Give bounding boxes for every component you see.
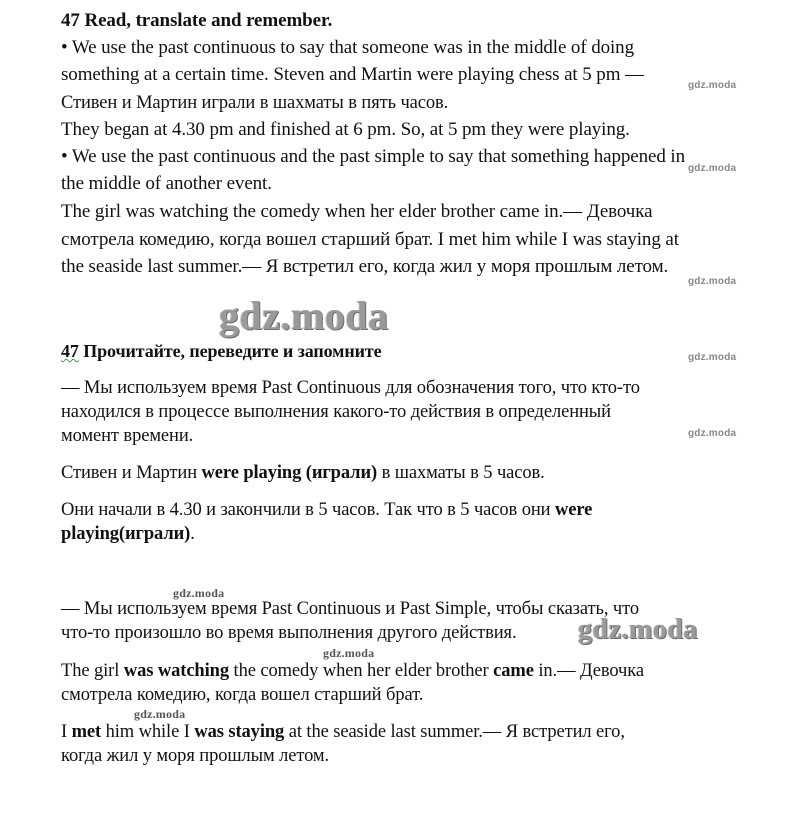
ru-p6-a: I — [61, 722, 72, 742]
ru-p5-c: the comedy when her elder brother — [229, 661, 494, 681]
watermark-small: gdz.moda — [323, 646, 375, 660]
watermark-small: gdz.moda — [688, 80, 737, 91]
watermark-small: gdz.moda — [688, 352, 737, 363]
ru-p5-e: in.— Девочка — [533, 661, 644, 681]
ru-p5-a: The girl — [61, 661, 124, 681]
ru-p4-line-1: — Мы используем время Past Continuous и Past Simple, чтобы сказать, что — [61, 599, 639, 619]
ru-p6-line-1 — [61, 721, 625, 743]
en-line-2: something at a certain time. Steven and Martin were playing chess at 5 pm — — [61, 64, 644, 85]
en-line-9: the seaside last summer.— Я встретил его, когда жил у моря прошлым летом. — [61, 256, 669, 277]
en-line-7: The girl was watching the comedy when her elder brother came in.— Девочка — [61, 201, 653, 222]
ru-p6-bold-b: was staying — [194, 722, 285, 742]
ru-p5-bold-b: came — [493, 661, 534, 681]
ru-p1-line-3: момент времени. — [61, 426, 194, 446]
watermark-small: gdz.moda — [688, 276, 737, 287]
en-line-1: • We use the past continuous to say that someone was in the middle of doing — [61, 37, 634, 58]
ru-p2 — [61, 462, 545, 484]
heading-en: 47 Read, translate and remember. — [61, 10, 333, 31]
watermark-small: gdz.moda — [688, 428, 737, 439]
watermark-small: gdz.moda — [134, 707, 186, 721]
ru-p5-line-2: смотрела комедию, когда вошел старший брат. — [61, 685, 424, 705]
ru-p3-bold-b: playing(играли) — [61, 524, 191, 544]
en-line-8: смотрела комедию, когда вошел старший брат. I met him while I was staying at — [61, 229, 679, 250]
en-line-5: • We use the past continuous and the past simple to say that something happened in — [61, 146, 685, 167]
ru-p4-line-2: что-то произошло во время выполнения другого действия. — [61, 623, 517, 643]
en-line-4: They began at 4.30 pm and finished at 6 pm. So, at 5 pm they were playing. — [61, 119, 630, 140]
en-line-3: Стивен и Мартин играли в шахматы в пять часов. — [61, 93, 449, 113]
ru-p2-c: в шахматы в 5 часов. — [377, 463, 545, 483]
ru-p6-c: him while I — [101, 722, 195, 742]
heading-ru-number: 47 — [61, 341, 79, 361]
ru-p6-e: at the seaside last summer.— Я встретил его, — [284, 722, 625, 742]
ru-p2-bold: were playing (играли) — [201, 463, 378, 483]
heading-ru — [61, 340, 382, 362]
ru-p1-line-1: — Мы используем время Past Continuous для обозначения того, что кто-то — [61, 378, 640, 398]
ru-p3-a: Они начали в 4.30 и закончили в 5 часов. Так что в 5 часов они — [61, 500, 555, 520]
ru-p6-line-2: когда жил у моря прошлым летом. — [61, 746, 330, 766]
ru-p5-bold-a: was watching — [123, 661, 229, 681]
ru-p3-bold-a: were — [555, 500, 593, 520]
watermark-small: gdz.moda — [688, 163, 737, 174]
ru-p3-b: . — [190, 524, 195, 544]
watermark-big: gdz.moda — [219, 293, 389, 338]
watermark-big: gdz.moda — [578, 614, 698, 645]
ru-p3-line-2 — [61, 523, 195, 545]
watermark-small: gdz.moda — [173, 586, 225, 600]
heading-ru-text: Прочитайте, переведите и запомните — [83, 341, 382, 361]
ru-p5-line-1 — [61, 660, 644, 682]
ru-p3-line-1 — [61, 499, 592, 521]
ru-p2-a: Стивен и Мартин — [61, 463, 202, 483]
ru-p1-line-2: находился в процессе выполнения какого-то действия в определенный — [61, 402, 611, 422]
ru-p6-bold-a: met — [71, 722, 102, 742]
en-line-6: the middle of another event. — [61, 173, 272, 194]
